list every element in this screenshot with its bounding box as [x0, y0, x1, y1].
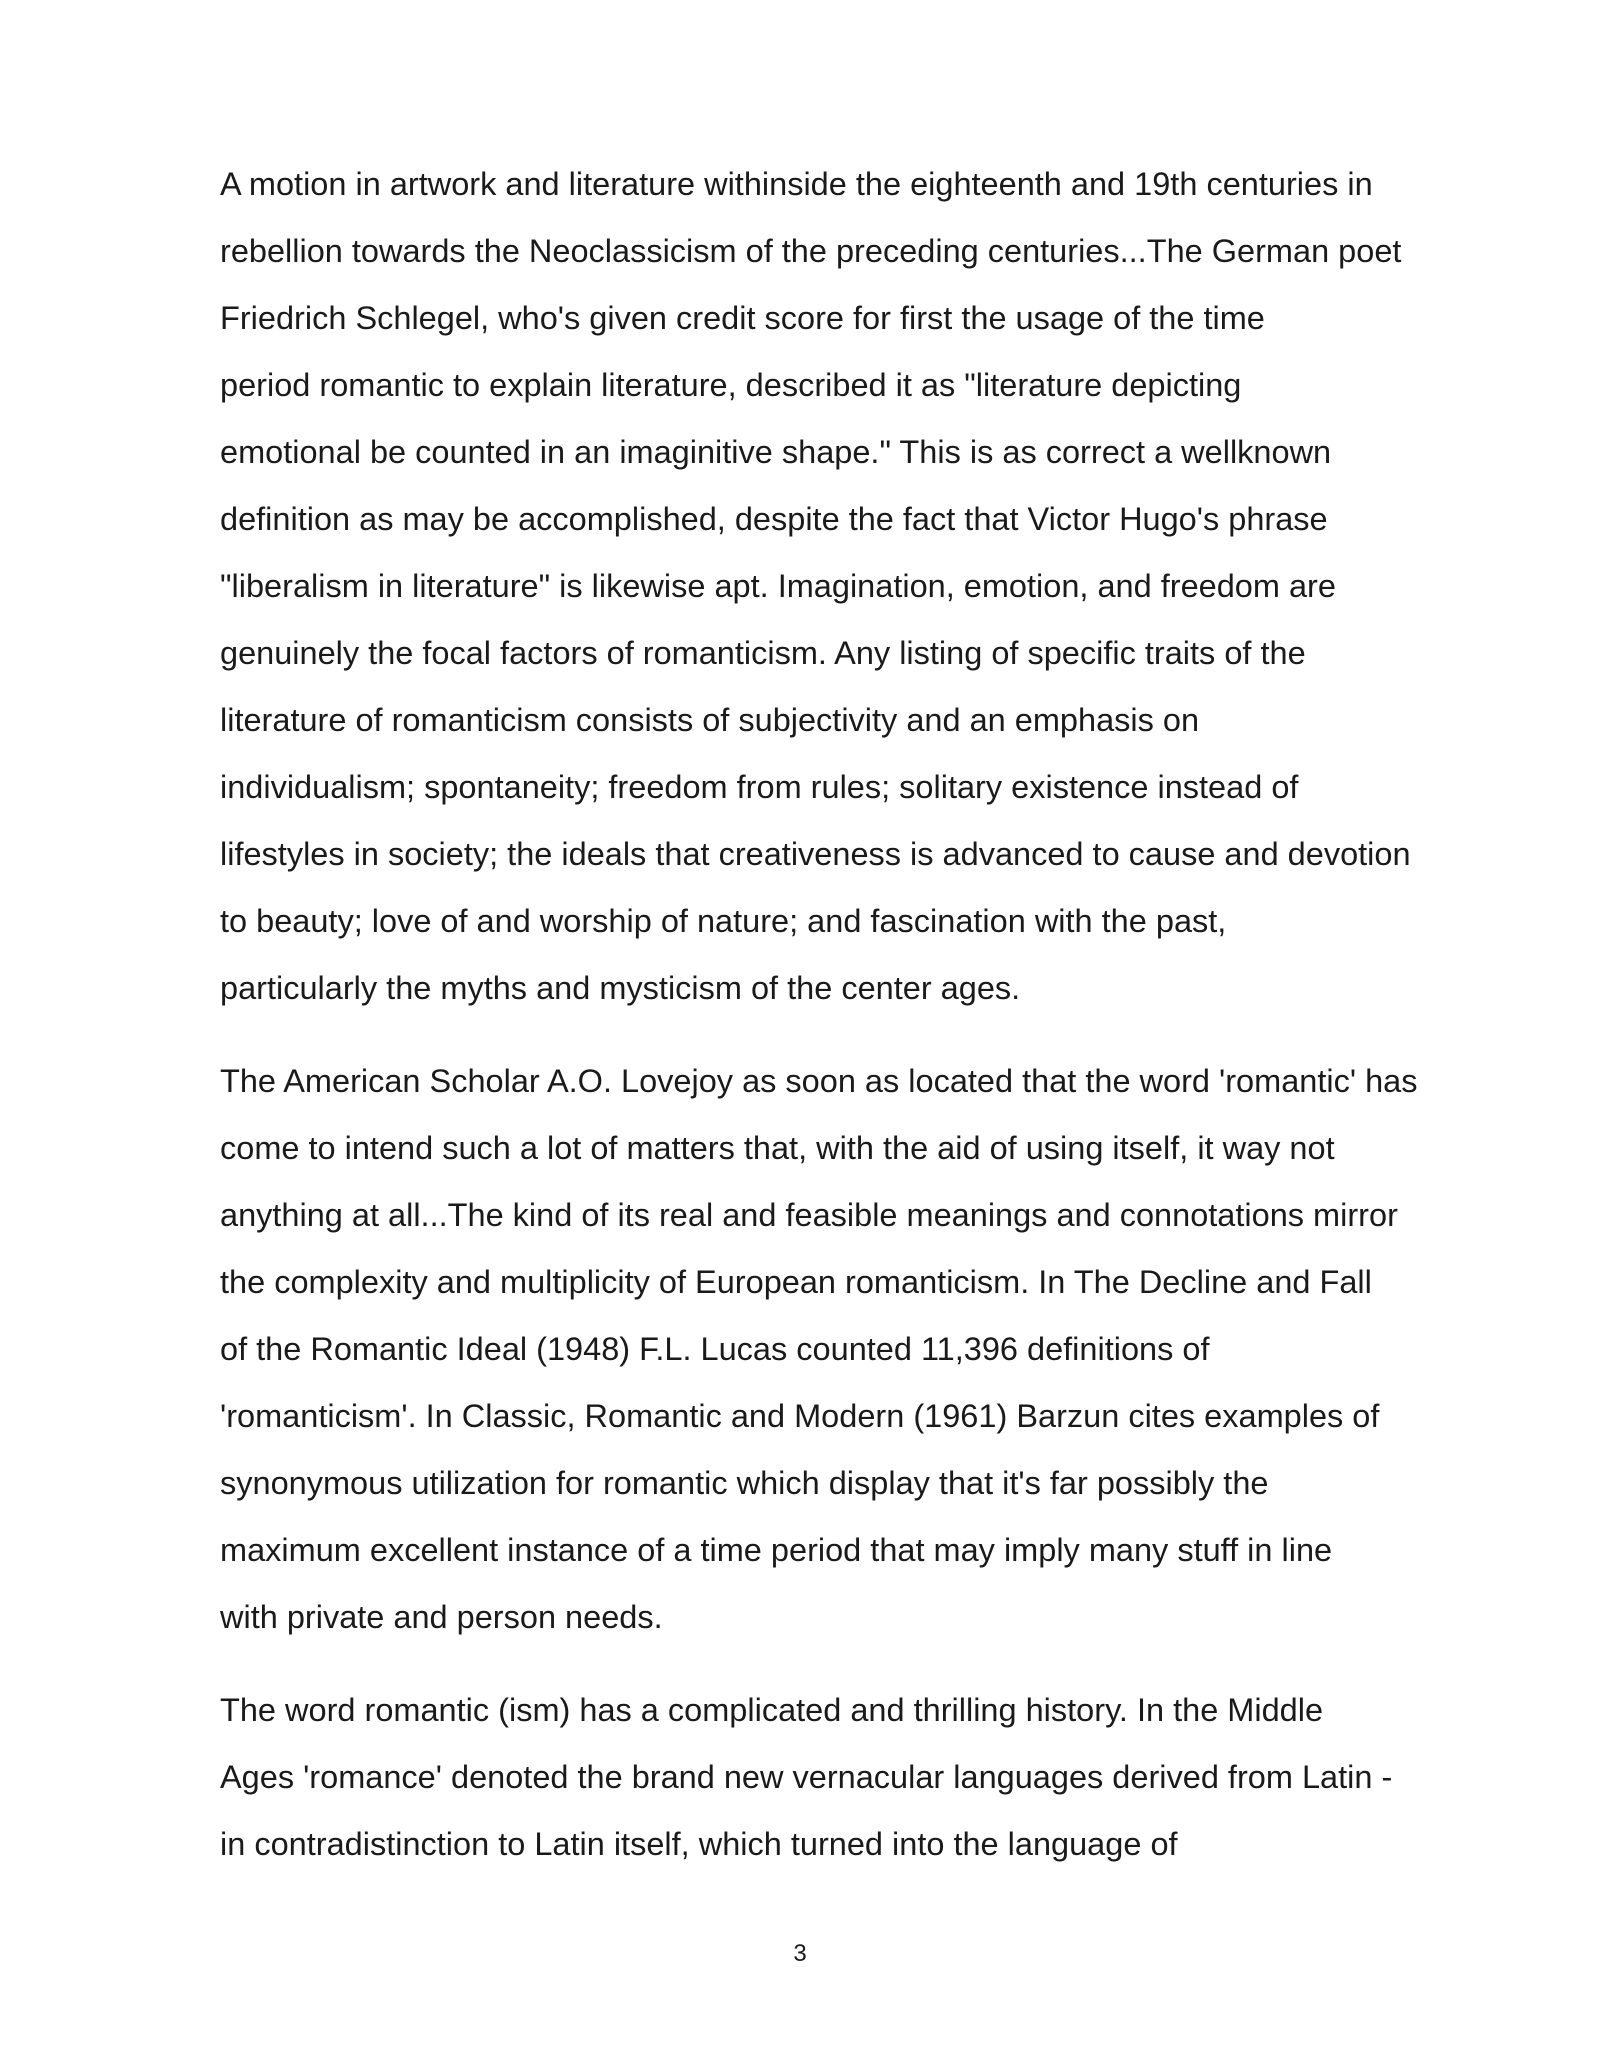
text-line: to beauty; love of and worship of nature; and fascination with the past, [220, 903, 1227, 939]
paragraph [220, 151, 1470, 1022]
text-line: lifestyles in society; the ideals that creativeness is advanced to cause and devotion [220, 836, 1411, 872]
text-line: particularly the myths and mysticism of the center ages. [220, 970, 1021, 1006]
text-line: Ages 'romance' denoted the brand new vernacular languages derived from Latin - [220, 1759, 1393, 1795]
text-line: in contradistinction to Latin itself, which turned into the language of [220, 1826, 1178, 1862]
text-line: literature of romanticism consists of subjectivity and an emphasis on [220, 702, 1200, 738]
text-line: genuinely the focal factors of romanticism. Any listing of specific traits of the [220, 635, 1306, 671]
paragraph [220, 1048, 1470, 1651]
text-line: of the Romantic Ideal (1948) F.L. Lucas counted 11,396 definitions of [220, 1331, 1210, 1367]
text-line: anything at all...The kind of its real and feasible meanings and connotations mirror [220, 1197, 1398, 1233]
text-line: The American Scholar A.O. Lovejoy as soon as located that the word 'romantic' has [220, 1063, 1418, 1099]
text-line: with private and person needs. [220, 1599, 663, 1635]
text-line: "liberalism in literature" is likewise apt. Imagination, emotion, and freedom are [220, 568, 1336, 604]
text-line: period romantic to explain literature, described it as "literature depicting [220, 367, 1242, 403]
text-line: A motion in artwork and literature withinside the eighteenth and 19th centuries in [220, 166, 1373, 202]
text-line: emotional be counted in an imaginitive shape." This is as correct a wellknown [220, 434, 1332, 470]
text-line: rebellion towards the Neoclassicism of the preceding centuries...The German poet [220, 233, 1402, 269]
text-line: Friedrich Schlegel, who's given credit score for first the usage of the time [220, 300, 1265, 336]
body-text [220, 151, 1470, 1904]
text-line: 'romanticism'. In Classic, Romantic and Modern (1961) Barzun cites examples of [220, 1398, 1380, 1434]
paragraph [220, 1677, 1470, 1878]
text-line: the complexity and multiplicity of European romanticism. In The Decline and Fall [220, 1264, 1372, 1300]
text-line: individualism; spontaneity; freedom from rules; solitary existence instead of [220, 769, 1299, 805]
text-line: synonymous utilization for romantic which display that it's far possibly the [220, 1465, 1269, 1501]
text-line: definition as may be accomplished, despite the fact that Victor Hugo's phrase [220, 501, 1328, 537]
text-line: come to intend such a lot of matters that, with the aid of using itself, it way not [220, 1130, 1335, 1166]
text-line: The word romantic (ism) has a complicated and thrilling history. In the Middle [220, 1692, 1324, 1728]
page-number: 3 [793, 1940, 807, 1967]
text-line: maximum excellent instance of a time period that may imply many stuff in line [220, 1532, 1333, 1568]
